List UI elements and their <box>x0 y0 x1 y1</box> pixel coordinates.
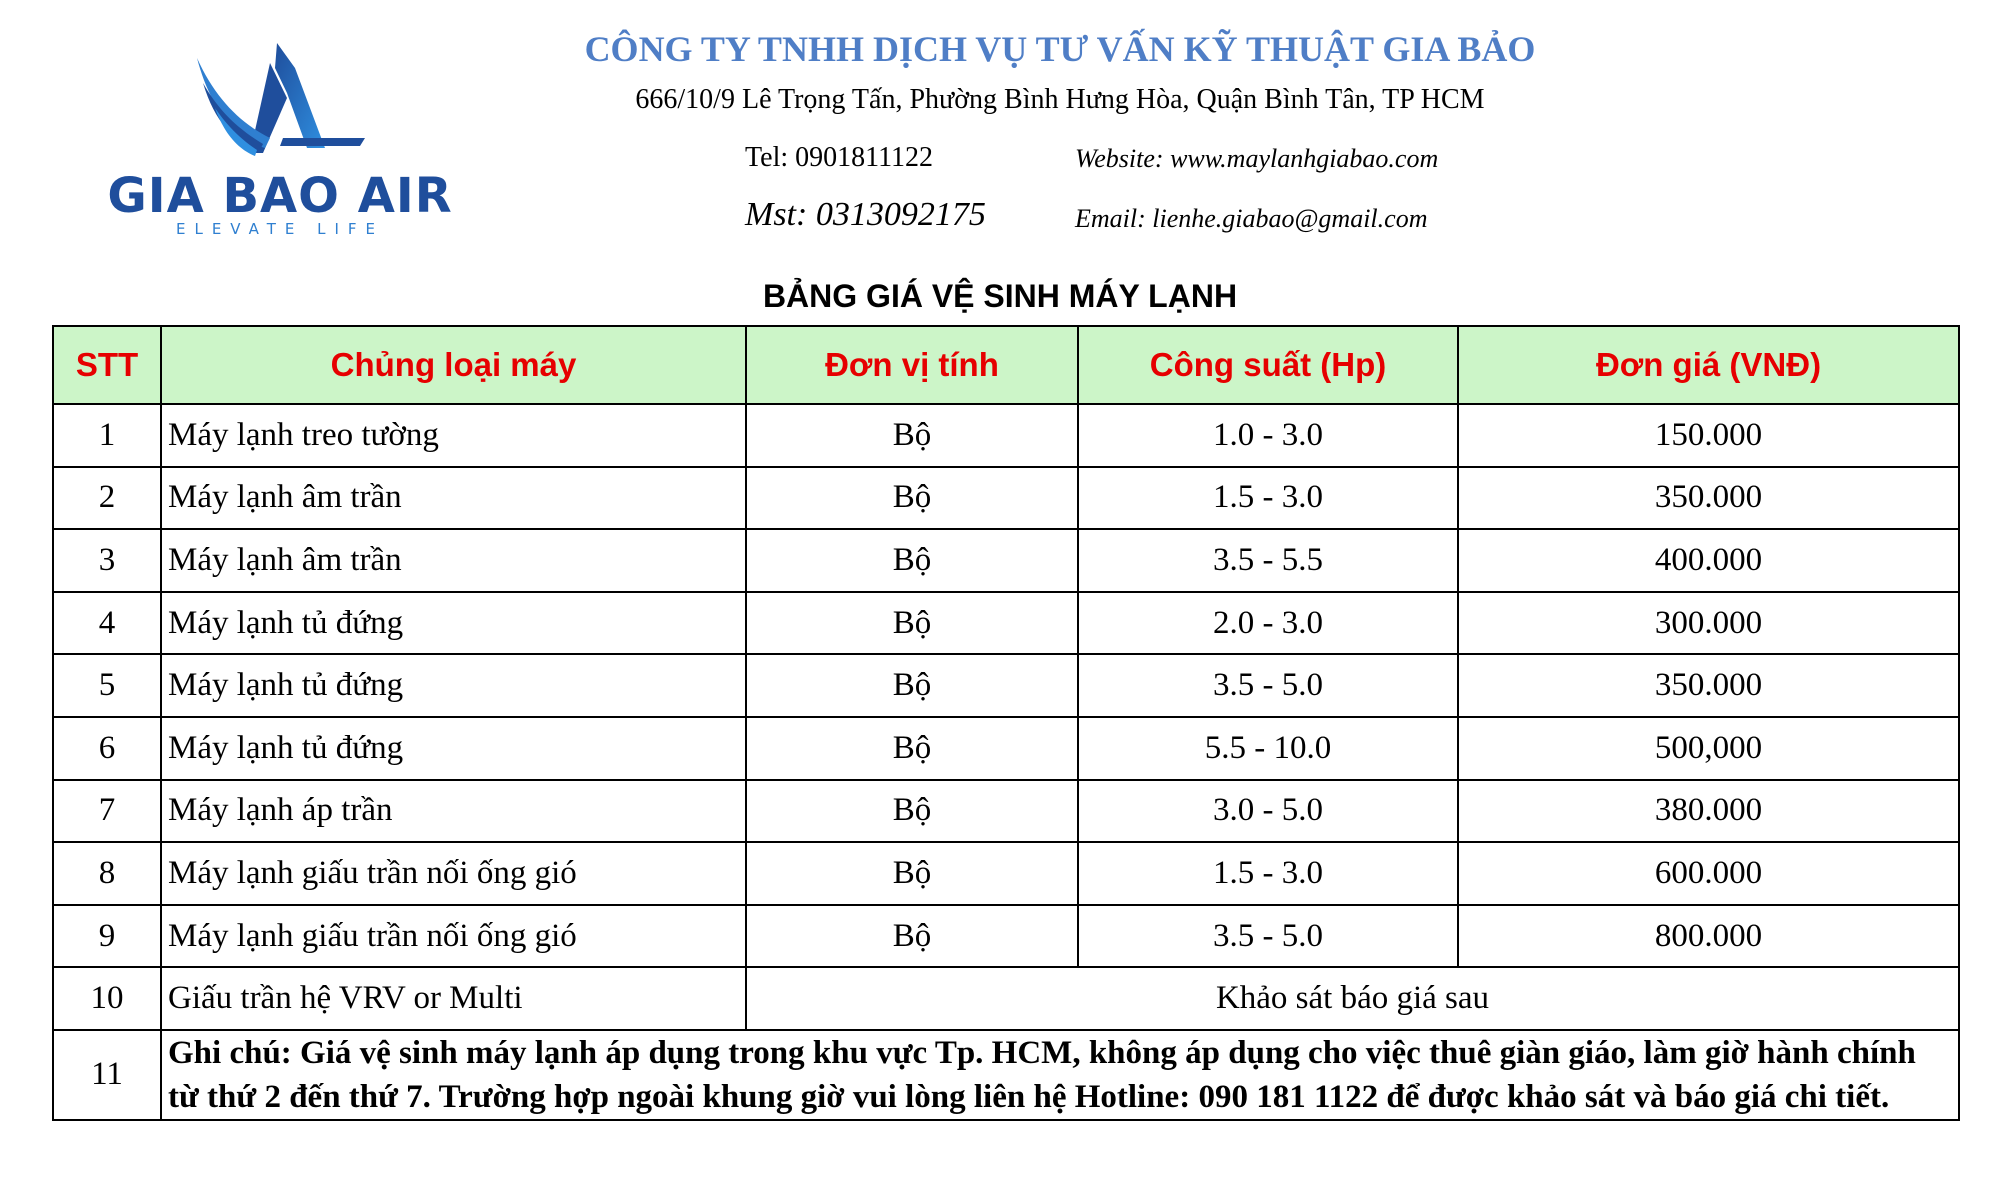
cell-stt: 10 <box>53 967 161 1030</box>
table-row <box>53 529 1959 592</box>
table-row-note <box>53 1030 1959 1120</box>
cell-unit: Bộ <box>746 529 1078 592</box>
cell-type: Máy lạnh tủ đứng <box>161 717 746 780</box>
cell-type: Máy lạnh âm trần <box>161 529 746 592</box>
table-row <box>53 654 1959 717</box>
cell-unit: Bộ <box>746 905 1078 968</box>
cell-type: Máy lạnh giấu trần nối ống gió <box>161 905 746 968</box>
cell-type: Máy lạnh âm trần <box>161 467 746 530</box>
cell-type: Máy lạnh áp trần <box>161 780 746 843</box>
cell-stt: 5 <box>53 654 161 717</box>
cell-price: 300.000 <box>1458 592 1959 655</box>
cell-unit: Bộ <box>746 654 1078 717</box>
cell-stt: 2 <box>53 467 161 530</box>
cell-survey-quote: Khảo sát báo giá sau <box>746 967 1959 1030</box>
company-email: Email: lienhe.giabao@gmail.com <box>1075 204 1428 233</box>
cell-type: Máy lạnh giấu trần nối ống gió <box>161 842 746 905</box>
cell-stt: 4 <box>53 592 161 655</box>
cell-stt: 8 <box>53 842 161 905</box>
company-website: Website: www.maylanhgiabao.com <box>1075 144 1439 173</box>
header-stt: STT <box>53 326 161 404</box>
table-row <box>53 842 1959 905</box>
company-name: CÔNG TY TNHH DỊCH VỤ TƯ VẤN KỸ THUẬT GIA BẢO <box>584 29 1536 69</box>
cell-capacity: 1.5 - 3.0 <box>1078 467 1458 530</box>
cell-price: 380.000 <box>1458 780 1959 843</box>
cell-price: 350.000 <box>1458 467 1959 530</box>
cell-unit: Bộ <box>746 780 1078 843</box>
header-type: Chủng loại máy <box>161 326 746 404</box>
cell-unit: Bộ <box>746 592 1078 655</box>
table-title: BẢNG GIÁ VỆ SINH MÁY LẠNH <box>762 278 1238 314</box>
cell-stt: 9 <box>53 905 161 968</box>
cell-capacity: 3.5 - 5.0 <box>1078 654 1458 717</box>
header-price: Đơn giá (VNĐ) <box>1458 326 1959 404</box>
company-address: 666/10/9 Lê Trọng Tấn, Phường Bình Hưng Hòa, Quận Bình Tân, TP HCM <box>635 84 1485 115</box>
note-text: Ghi chú: Giá vệ sinh máy lạnh áp dụng trong khu vực Tp. HCM, không áp dụng cho việc thuê giàn giáo, làm giờ hành chính từ thứ 2 đến thứ 7. Trường hợp ngoài khung giờ vui lòng liên hệ Hotline: 090 181 1122 để được khảo sát và báo giá chi tiết. <box>161 1030 1959 1120</box>
cell-type: Máy lạnh tủ đứng <box>161 654 746 717</box>
cell-type: Máy lạnh tủ đứng <box>161 592 746 655</box>
table-row <box>53 905 1959 968</box>
table-row <box>53 780 1959 843</box>
cell-unit: Bộ <box>746 842 1078 905</box>
table-row <box>53 404 1959 467</box>
cell-price: 800.000 <box>1458 905 1959 968</box>
cell-capacity: 5.5 - 10.0 <box>1078 717 1458 780</box>
cell-unit: Bộ <box>746 404 1078 467</box>
header-capacity: Công suất (Hp) <box>1078 326 1458 404</box>
company-tel: Tel: 0901811122 <box>745 142 934 173</box>
cell-type: Giấu trần hệ VRV or Multi <box>161 967 746 1030</box>
table-row <box>53 467 1959 530</box>
cell-type: Máy lạnh treo tường <box>161 404 746 467</box>
cell-capacity: 1.0 - 3.0 <box>1078 404 1458 467</box>
cell-price: 400.000 <box>1458 529 1959 592</box>
cell-stt: 6 <box>53 717 161 780</box>
company-logo <box>100 38 460 248</box>
price-table <box>52 325 1960 1121</box>
cell-unit: Bộ <box>746 467 1078 530</box>
logo-tagline: ELEVATE LIFE <box>175 220 384 238</box>
cell-capacity: 3.5 - 5.0 <box>1078 905 1458 968</box>
cell-capacity: 3.0 - 5.0 <box>1078 780 1458 843</box>
header-unit: Đơn vị tính <box>746 326 1078 404</box>
table-row <box>53 592 1959 655</box>
cell-capacity: 2.0 - 3.0 <box>1078 592 1458 655</box>
cell-capacity: 3.5 - 5.5 <box>1078 529 1458 592</box>
cell-stt: 3 <box>53 529 161 592</box>
cell-unit: Bộ <box>746 717 1078 780</box>
cell-price: 500,000 <box>1458 717 1959 780</box>
cell-price: 600.000 <box>1458 842 1959 905</box>
logo-brand-text: GIA BAO AIR <box>107 168 453 224</box>
table-header-row <box>53 326 1959 404</box>
cell-capacity: 1.5 - 3.0 <box>1078 842 1458 905</box>
cell-price: 350.000 <box>1458 654 1959 717</box>
cell-stt: 7 <box>53 780 161 843</box>
table-row <box>53 717 1959 780</box>
company-tax-code: Mst: 0313092175 <box>745 196 986 233</box>
cell-stt: 11 <box>53 1030 161 1120</box>
table-row <box>53 967 1959 1030</box>
cell-price: 150.000 <box>1458 404 1959 467</box>
cell-stt: 1 <box>53 404 161 467</box>
wing-a-icon <box>195 38 365 168</box>
